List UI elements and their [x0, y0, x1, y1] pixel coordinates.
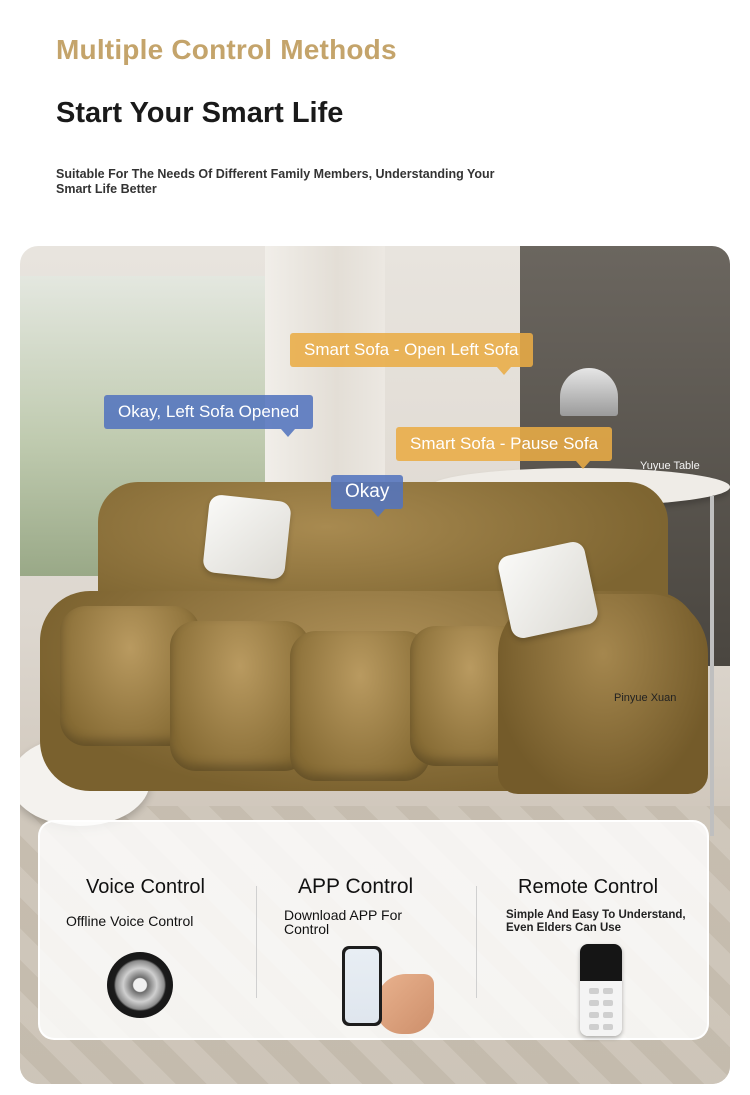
remote-icon [580, 944, 622, 1036]
speaker-icon [107, 952, 173, 1018]
header-subtext: Suitable For The Needs Of Different Family Members, Understanding Your Smart Life Better [56, 167, 495, 196]
seat-cushion [170, 621, 310, 771]
table-label: Yuyue Table [640, 460, 700, 472]
hand-icon [376, 974, 434, 1034]
app-control-subtitle: Download APP For Control [284, 907, 403, 937]
voice-bubble-left-sofa-opened: Okay, Left Sofa Opened [104, 395, 313, 429]
remote-control-title: Remote Control [518, 876, 659, 898]
pillow [496, 540, 600, 640]
phone-icon [342, 946, 382, 1026]
control-methods-panel [38, 820, 709, 1040]
header-eyebrow: Multiple Control Methods [56, 34, 397, 65]
voice-bubble-pause-sofa: Smart Sofa - Pause Sofa [396, 427, 612, 461]
app-control-card [258, 822, 476, 1038]
voice-bubble-okay: Okay [331, 475, 403, 509]
divider [256, 886, 257, 998]
seat-cushion [290, 631, 430, 781]
remote-control-card [478, 822, 711, 1038]
voice-control-subtitle: Offline Voice Control [66, 913, 194, 929]
voice-control-title: Voice Control [86, 876, 205, 898]
voice-control-card [40, 822, 258, 1038]
pillow [202, 494, 292, 580]
remote-control-subtitle: Simple And Easy To Understand, Even Elders Can Use [506, 909, 686, 934]
page-title: Start Your Smart Life [56, 97, 344, 129]
voice-bubble-open-left-sofa: Smart Sofa - Open Left Sofa [290, 333, 533, 367]
divider [476, 886, 477, 998]
lamp-pole [710, 496, 714, 836]
brand-label: Pinyue Xuan [614, 692, 677, 704]
app-control-title: APP Control [298, 875, 414, 898]
